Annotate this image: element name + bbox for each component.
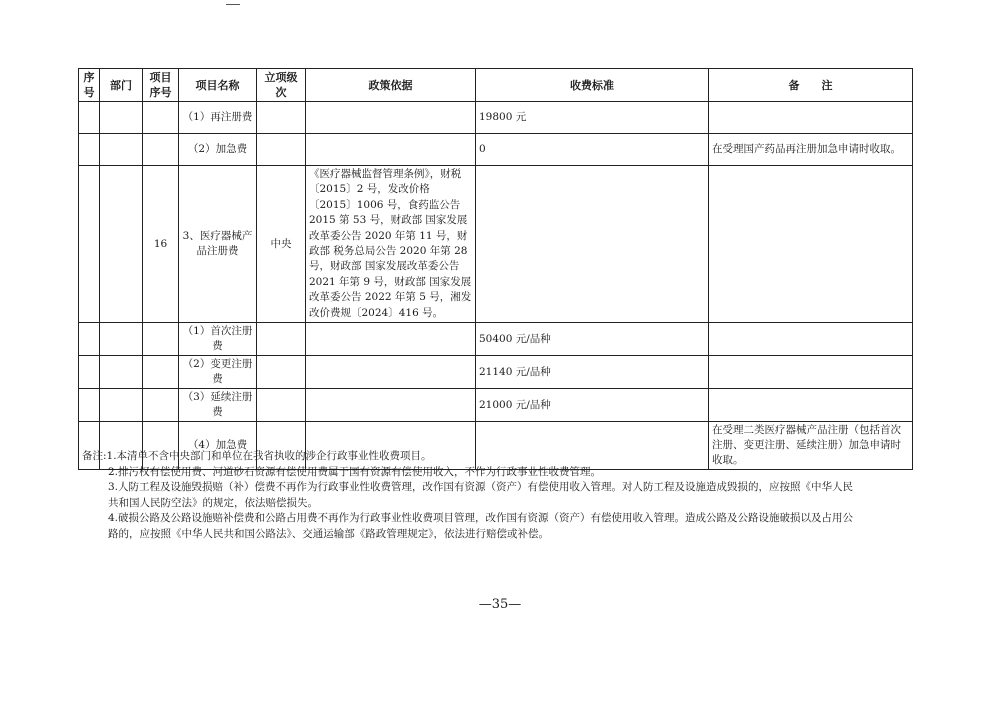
table-row — [79, 323, 913, 356]
page-number: —35— — [478, 597, 522, 612]
cell-policy — [306, 389, 476, 422]
table-row — [79, 389, 913, 422]
header-item-seq: 项目序号 — [143, 69, 179, 102]
cell-dept — [100, 134, 143, 166]
table-row — [79, 356, 913, 389]
cell-item-name: （3）延续注册费 — [179, 389, 257, 422]
cell-seq — [79, 134, 100, 166]
note-3-line-2: 共和国人民防空法》的规定，依法赔偿损失。 — [108, 496, 318, 509]
cell-dept — [100, 356, 143, 389]
cell-remark — [709, 102, 913, 134]
note-2: 2.排污权有偿使用费、河道砂石资源有偿使用费属于国有资源有偿使用收入，不作为行政事业性收费管理。 — [108, 465, 602, 478]
cell-policy — [306, 356, 476, 389]
cell-dept — [100, 323, 143, 356]
cell-level — [257, 356, 306, 389]
cell-remark — [709, 389, 913, 422]
cell-item-seq — [143, 389, 179, 422]
table-row — [79, 166, 913, 323]
cell-policy: 《医疗器械监督管理条例》，财税〔2015〕2 号，发改价格〔2015〕1006 号，食药监公告 2015 第 53 号，财政部 国家发展改革委公告 2020 年第 11 号，财政部 税务总局公告 2020 年第 28 号，财政部 国家发展改革委公告 2021 年第 9 号，财政部 国家发展改革委公告 2022 年第 5 号，湘发改价费规〔2024〕416 号。 — [306, 166, 476, 323]
cell-seq — [79, 102, 100, 134]
cell-item-name: 3、医疗器械产品注册费 — [179, 166, 257, 323]
header-level: 立项级次 — [257, 69, 306, 102]
fee-table — [78, 68, 913, 470]
scan-mark — [226, 4, 240, 5]
cell-dept — [100, 102, 143, 134]
cell-remark: 在受理国产药品再注册加急申请时收取。 — [709, 134, 913, 166]
cell-remark — [709, 166, 913, 323]
table-row — [79, 134, 913, 166]
cell-item-name: （4）加急费 — [179, 422, 257, 470]
cell-dept — [100, 166, 143, 323]
header-remark: 备 注 — [709, 69, 913, 102]
table-row — [79, 102, 913, 134]
cell-level — [257, 323, 306, 356]
table-header-row — [79, 69, 913, 102]
cell-standard: 19800 元 — [476, 102, 709, 134]
cell-item-name: （2）变更注册费 — [179, 356, 257, 389]
header-seq: 序号 — [79, 69, 100, 102]
note-3-line-1: 3.人防工程及设施毁损赔（补）偿费不再作为行政事业性收费管理，改作国有资源（资产）有偿使用收入管理。对人防工程及设施造成毁损的，应按照《中华人民 — [108, 481, 854, 493]
cell-standard: 0 — [476, 134, 709, 166]
note-1: 备注:1.本清单不含中央部门和单位在我省执收的涉企行政事业性收费项目。 — [82, 450, 432, 462]
cell-item-name: （2）加急费 — [179, 134, 257, 166]
cell-item-seq — [143, 102, 179, 134]
cell-standard — [476, 166, 709, 323]
cell-level — [257, 102, 306, 134]
cell-item-seq — [143, 134, 179, 166]
header-policy: 政策依据 — [306, 69, 476, 102]
cell-level: 中央 — [257, 166, 306, 323]
header-standard: 收费标准 — [476, 69, 709, 102]
cell-remark: 在受理二类医疗器械产品注册（包括首次注册、变更注册、延续注册）加急申请时收取。 — [709, 422, 913, 470]
cell-policy — [306, 102, 476, 134]
header-item-name: 项目名称 — [179, 69, 257, 102]
cell-standard: 21000 元/品种 — [476, 389, 709, 422]
cell-standard: 50400 元/品种 — [476, 323, 709, 356]
cell-item-seq: 16 — [143, 166, 179, 323]
cell-seq — [79, 166, 100, 323]
cell-seq — [79, 323, 100, 356]
cell-policy — [306, 134, 476, 166]
note-4-line-2: 路的，应按照《中华人民共和国公路法》、交通运输部《路政管理规定》，依法进行赔偿或补偿。 — [108, 527, 549, 540]
cell-policy — [306, 323, 476, 356]
cell-seq — [79, 356, 100, 389]
cell-item-name: （1）再注册费 — [179, 102, 257, 134]
cell-seq — [79, 389, 100, 422]
cell-remark — [709, 323, 913, 356]
cell-standard: 21140 元/品种 — [476, 356, 709, 389]
cell-level — [257, 134, 306, 166]
cell-dept — [100, 389, 143, 422]
cell-level — [257, 389, 306, 422]
cell-remark — [709, 356, 913, 389]
header-dept: 部门 — [100, 69, 143, 102]
cell-item-seq — [143, 356, 179, 389]
footnotes — [82, 449, 922, 542]
cell-item-name: （1）首次注册费 — [179, 323, 257, 356]
note-4-line-1: 4.破损公路及公路设施赔补偿费和公路占用费不再作为行政事业性收费项目管理，改作国有资源（资产）有偿使用收入管理。造成公路及公路设施破损以及占用公 — [108, 512, 854, 524]
cell-item-seq — [143, 323, 179, 356]
